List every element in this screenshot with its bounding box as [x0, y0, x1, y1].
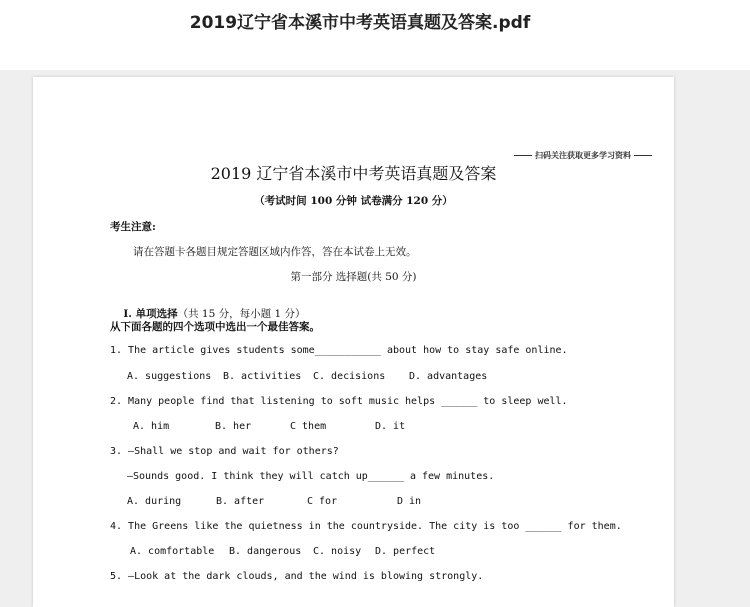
question-1-stem: 1. The article gives students some___________ about how to stay safe online. [110, 345, 568, 356]
question-4-option-b: B. dangerous [229, 546, 302, 557]
question-1-option-d: D. advantages [409, 371, 488, 382]
notice-text: 请在答题卡各题目规定答题区域内作答，答在本试卷上无效。 [133, 246, 417, 258]
question-3-option-d: D in [397, 496, 422, 507]
exam-info: （考试时间 100 分钟 试卷满分 120 分） [254, 195, 453, 207]
question-4-option-a: A. comfortable [130, 546, 215, 557]
question-2-option-d: D. it [375, 421, 406, 432]
question-2-stem: 2. Many people find that listening to soft music helps ______ to sleep well. [110, 396, 568, 407]
question-4-option-c: C. noisy [313, 546, 362, 557]
question-2-option-c: C them [290, 421, 327, 432]
section-one-meta: （共 15 分，每小题 1 分） [177, 308, 306, 320]
question-3-option-a: A. during [127, 496, 182, 507]
question-1-option-c: C. decisions [313, 371, 386, 382]
viewer-titlebar [0, 0, 750, 70]
question-1-option-b: B. activities [223, 371, 302, 382]
watermark-text: 扫码关注获取更多学习资料 [535, 151, 631, 160]
question-3-reply: —Sounds good. I think they will catch up______ a few minutes. [127, 471, 495, 482]
watermark-rule-left [514, 155, 532, 156]
file-title: 2019辽宁省本溪市中考英语真题及答案.pdf [189, 13, 531, 33]
question-4-option-d: D. perfect [375, 546, 436, 557]
question-5-stem: 5. —Look at the dark clouds, and the wind is blowing strongly. [110, 571, 484, 582]
question-3-option-b: B. after [216, 496, 265, 507]
watermark-rule-right [634, 155, 652, 156]
question-3-option-c: C for [307, 496, 338, 507]
question-3-stem: 3. —Shall we stop and wait for others? [110, 446, 339, 457]
watermark [511, 150, 655, 161]
question-2-option-b: B. her [215, 421, 252, 432]
instruction: 从下面各题的四个选项中选出一个最佳答案。 [110, 321, 320, 333]
pdf-page [33, 77, 674, 607]
notice-heading: 考生注意: [110, 221, 156, 233]
section-one-title: Ⅰ. 单项选择 [123, 308, 178, 320]
part-one-heading: 第一部分 选择题(共 50 分) [290, 271, 417, 283]
question-1-option-a: A. suggestions [127, 371, 212, 382]
question-4-stem: 4. The Greens like the quietness in the countryside. The city is too ______ for them. [110, 521, 622, 532]
question-2-option-a: A. him [133, 421, 170, 432]
document-title: 2019 辽宁省本溪市中考英语真题及答案 [210, 164, 497, 183]
